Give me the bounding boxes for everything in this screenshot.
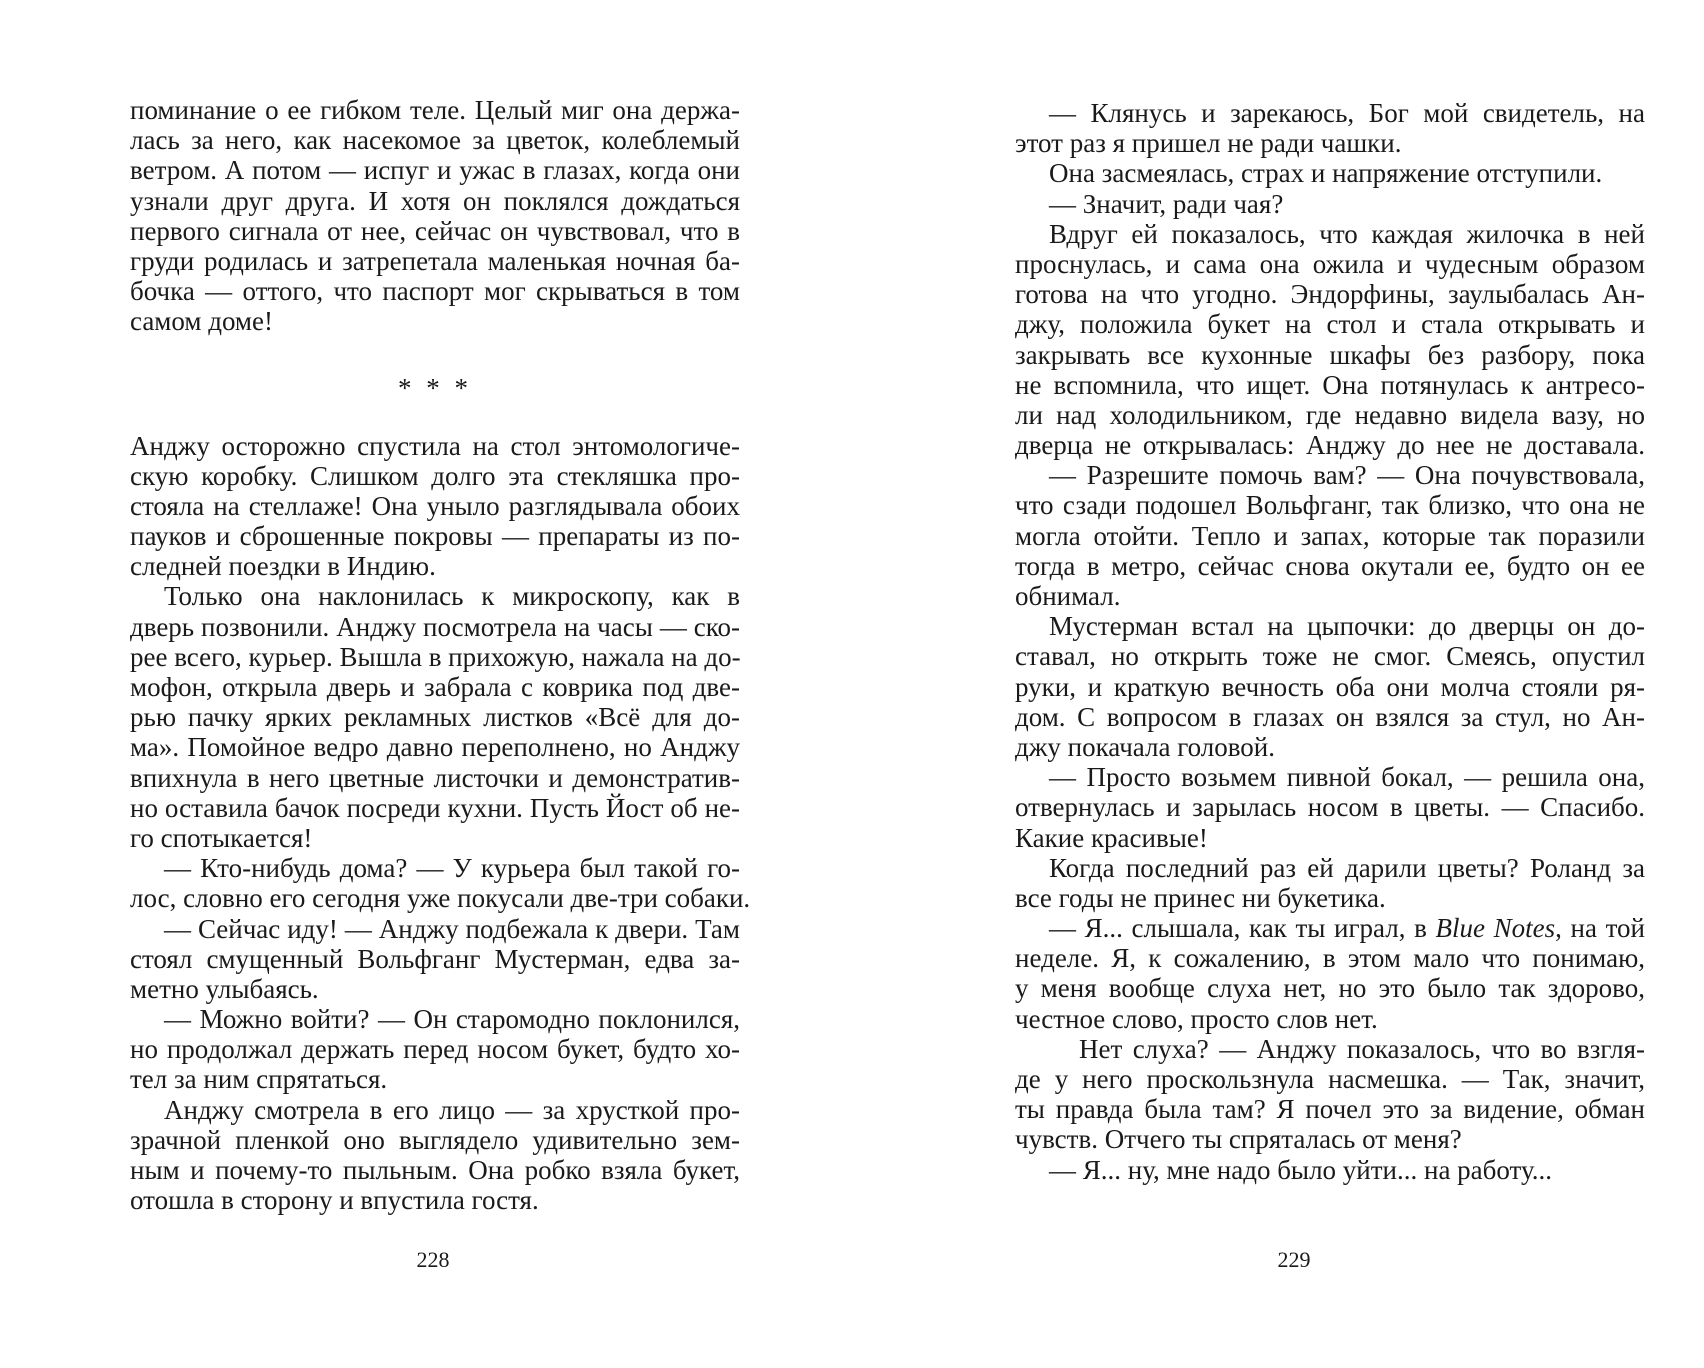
text-line: рее всего, курьер. Вышла в прихожую, нажала на до-: [130, 641, 741, 672]
text-line: могла отойти. Тепло и запах, которые так поразили: [1015, 520, 1645, 551]
text-line: метно улыбаясь.: [130, 973, 319, 1004]
text-line: этот раз я пришел не ради чашки.: [1015, 128, 1402, 159]
text-line: неделе. Я, к сожалению, в этом мало что понимаю,: [1015, 943, 1645, 974]
text-line: тел за ним спрятаться.: [130, 1064, 388, 1095]
text-line: не вспомнила, что ищет. Она потянулась к антресо-: [1015, 369, 1645, 400]
section-separator: * * *: [398, 372, 472, 403]
text-line: отошла в сторону и впустила гостя.: [130, 1185, 539, 1216]
text-line: Мустерман встал на цыпочки: до дверцы он до-: [1049, 611, 1645, 642]
text-line: что сзади подошел Вольфганг, так близко, что она не: [1015, 490, 1645, 521]
page-number-right: 229: [1277, 1247, 1311, 1272]
text-line: бочка — оттого, что паспорт мог скрываться в том: [130, 276, 740, 307]
text-line: готова на что угодно. Эндорфины, заулыбалась Ан-: [1015, 279, 1645, 310]
text-line: тогда в метро, сейчас снова окутали ее, будто он ее: [1015, 550, 1645, 581]
text-line: Вдруг ей показалось, что каждая жилочка в ней: [1049, 218, 1645, 249]
text-line: чувств. Отчего ты спряталась от меня?: [1015, 1124, 1462, 1155]
text-line: впихнула в него цветные листочки и демонстратив-: [130, 762, 740, 793]
text-line: — Значит, ради чая?: [1049, 188, 1284, 219]
text-line: рью пачку ярких рекламных листков «Всё для до-: [130, 702, 740, 733]
text-line: честное слово, просто слов нет.: [1015, 1003, 1378, 1034]
text-line: стоял смущенный Вольфганг Мустерман, едва за-: [130, 943, 740, 974]
text-line: — Просто возьмем пивной бокал, — решила она,: [1049, 762, 1645, 793]
text-line: ма». Помойное ведро давно переполнено, но Анджу: [130, 732, 740, 763]
text-line: Когда последний раз ей дарили цветы? Роланд за: [1049, 852, 1645, 883]
text-line: стояла на стеллаже! Она уныло разглядывала обоих: [130, 490, 740, 521]
text-line: у меня вообще слуха нет, но это было так здорово,: [1015, 973, 1645, 1004]
text-line: ли над холодильником, где недавно видела вазу, но: [1015, 399, 1645, 430]
right-page-text: [1015, 98, 1645, 1185]
text-line: Она засмеялась, страх и напряжение отступили.: [1049, 158, 1603, 189]
text-line: Только она наклонилась к микроскопу, как в: [164, 581, 740, 612]
text-line: груди родилась и затрепетала маленькая ночная ба-: [130, 245, 740, 276]
text-line: обнимал.: [1015, 581, 1121, 611]
text-line: джу, положила букет на стол и стала открывать и: [1015, 309, 1645, 340]
text-line: де у него проскользнула насмешка. — Так, значит,: [1015, 1064, 1645, 1094]
text-line: следней поездки в Индию.: [130, 551, 436, 582]
text-line: Нет слуха? — Анджу показалось, что во взгля-: [1079, 1033, 1645, 1064]
text-line: ветром. А потом — испуг и ужас в глазах, когда они: [130, 155, 740, 186]
text-line: дверь позвонили. Анджу посмотрела на часы — ско-: [130, 611, 740, 642]
text-line: лась за него, как насекомое за цветок, колеблемый: [130, 125, 740, 156]
text-line: узнали друг друга. И хотя он поклялся дождаться: [130, 185, 740, 216]
text-line: — Разрешите помочь вам? — Она почувствовала,: [1049, 460, 1645, 491]
text-line: ным и почему-то пыльным. Она робко взяла букет,: [130, 1155, 740, 1185]
text-line: закрывать все кухонные шкафы без разбору, пока: [1015, 339, 1645, 370]
text-line: — Кто-нибудь дома? — У курьера был такой го-: [164, 853, 740, 884]
text-line: пауков и сброшенные покровы — препараты из по-: [130, 521, 740, 552]
text-line: Какие красивые!: [1015, 822, 1208, 853]
text-line: Анджу смотрела в его лицо — за хрусткой про-: [164, 1094, 740, 1125]
text-line: — Можно войти? — Он старомодно поклонился,: [164, 1004, 740, 1035]
text-line: — Я... ну, мне надо было уйти... на работу...: [1049, 1154, 1553, 1185]
text-line: но оставила бачок посреди кухни. Пусть Йост об не-: [130, 792, 740, 823]
text-line: но продолжал держать перед носом букет, будто хо-: [130, 1034, 740, 1065]
text-line: проснулась, и сама она ожила и чудесным образом: [1015, 248, 1645, 279]
text-line: — Я... слышала, как ты играл, в Blue Notes, на той: [1049, 913, 1646, 944]
text-line: — Клянусь и зарекаюсь, Бог мой свидетель, на: [1049, 98, 1645, 128]
text-line: лос, словно его сегодня уже покусали две-три собаки.: [130, 883, 751, 914]
text-line: дверца не открывалась: Анджу до нее не доставала.: [1015, 430, 1645, 461]
text-line: мофон, открыла дверь и забрала с коврика под две-: [130, 672, 740, 702]
page-number-left: 228: [416, 1247, 450, 1272]
text-line: джу покачала головой.: [1015, 731, 1275, 762]
text-line: Анджу осторожно спустила на стол энтомологиче-: [130, 430, 740, 461]
text-line: го спотыкается!: [130, 822, 313, 853]
text-line: ты правда была там? Я почел это за видение, обман: [1015, 1094, 1645, 1125]
text-line: руки, и краткую вечность оба они молча стояли ря-: [1015, 671, 1645, 702]
text-line: ставал, но открыть тоже не смог. Смеясь, опустил: [1015, 641, 1645, 672]
text-line: все годы не принес ни букетика.: [1015, 882, 1386, 913]
text-line: зрачной пленкой оно выглядело удивительно зем-: [130, 1124, 740, 1155]
text-line: скую коробку. Слишком долго эта стекляшка про-: [130, 460, 740, 491]
left-page-text: [130, 95, 751, 1216]
right-page: [852, 0, 1704, 1368]
text-line: первого сигнала от нее, сейчас он чувствовал, что в: [130, 215, 740, 246]
text-line: отвернулась и зарылась носом в цветы. — Спасибо.: [1015, 792, 1645, 823]
text-line: самом доме!: [130, 306, 273, 337]
text-line: поминание о ее гибком теле. Целый миг она держа-: [130, 95, 740, 125]
text-line: — Сейчас иду! — Анджу подбежала к двери. Там: [164, 913, 740, 944]
text-line: дом. С вопросом в глазах он взялся за стул, но Ан-: [1015, 701, 1645, 732]
